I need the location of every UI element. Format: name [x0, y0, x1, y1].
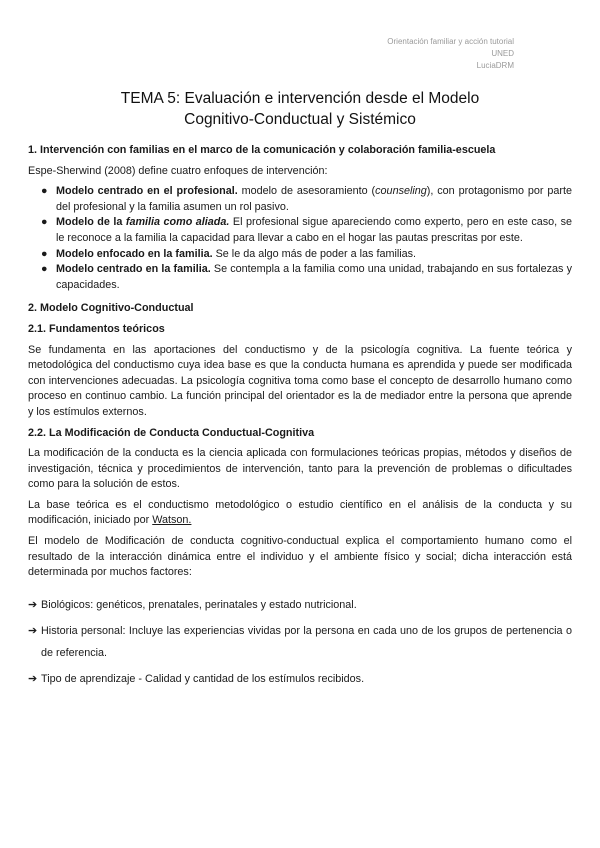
factor-text: Tipo de aprendizaje - Calidad y cantidad de los estímulos recibidos.: [41, 672, 365, 685]
item-term: Modelo centrado en el profesional.: [56, 185, 238, 198]
section-1-intro: Espe-Sherwind (2008) define cuatro enfoques de intervención:: [28, 164, 328, 177]
subsection-2-2-paragraph-2: [28, 498, 572, 529]
page-header: [387, 36, 514, 72]
item-text: ), con protagonismo por parte del profesional y la familia asumen un rol pasivo.: [56, 185, 572, 213]
arrow-icon: ➔: [28, 672, 38, 685]
list-item: [41, 247, 572, 263]
list-item: [41, 262, 572, 293]
item-term: Modelo centrado en la familia.: [56, 263, 211, 276]
subsection-2-2-heading: 2.2. La Modificación de Conducta Conductual-Cognitiva: [28, 426, 315, 439]
header-course: Orientación familiar y acción tutorial: [387, 37, 514, 46]
item-text: El profesional sigue apareciendo como experto, pero en este caso, se le reconoce a la familia la capacidad para llevar a cabo en el hogar las pautas prescritas por este.: [56, 216, 573, 244]
header-university: UNED: [491, 49, 514, 58]
list-item: [41, 184, 572, 215]
item-term-italic: familia como aliada.: [125, 216, 230, 229]
section-1-heading: 1. Intervención con familias en el marco de la comunicación y colaboración familia-escuela: [28, 144, 496, 156]
list-item: [41, 215, 573, 246]
header-author: LuciaDRM: [476, 61, 514, 70]
bullet-icon: ●: [41, 216, 48, 229]
subsection-2-2-paragraph-3: El modelo de Modificación de conducta cognitivo-conductual explica el comportamiento humano como el resultado de la interacción dinámica entre el individuo y el ambiente físico y social; dicha interacción está determinada por muchos factores:: [28, 535, 572, 579]
item-text: Se contempla a la familia como una unidad, trabajando en sus fortalezas y capacidades.: [56, 263, 572, 291]
item-italic: counseling: [375, 185, 427, 198]
approaches-list: [28, 184, 572, 293]
item-term: [56, 216, 229, 228]
arrow-icon: ➔: [28, 624, 38, 637]
paragraph-text: La base teórica es el conductismo metodológico o estudio científico en el análisis de la conducta y su modificación, iniciado por: [28, 498, 572, 527]
document-body: [28, 143, 572, 694]
list-item: [28, 620, 572, 664]
bullet-icon: ●: [41, 263, 48, 276]
factors-list: [28, 594, 572, 690]
title-line-1: TEMA 5: Evaluación e intervención desde el Modelo: [120, 90, 480, 107]
list-item: [28, 594, 572, 616]
arrow-icon: ➔: [28, 598, 38, 611]
list-item: [28, 668, 572, 690]
item-text: modelo de asesoramiento (: [237, 185, 376, 198]
watson-link[interactable]: Watson.: [152, 514, 192, 527]
factor-text: Historia personal: Incluye las experiencias vividas por la persona en cada uno de los grupos de pertenencia o de referencia.: [41, 624, 572, 659]
bullet-icon: ●: [41, 247, 48, 260]
item-term-part: Modelo de la: [56, 216, 126, 229]
title-line-2: Cognitivo-Conductual y Sistémico: [184, 111, 416, 128]
bullet-icon: ●: [41, 185, 48, 198]
factor-text: Biológicos: genéticos, prenatales, perinatales y estado nutricional.: [41, 598, 357, 611]
subsection-2-1-heading: 2.1. Fundamentos teóricos: [28, 322, 165, 335]
subsection-2-2-paragraph-1: La modificación de la conducta es la ciencia aplicada con formulaciones teóricas propias, métodos y diseños de investigación, técnica y procedimientos de intervención, tanto para la prevención de problemas o dificultades como para la solución de estos.: [28, 447, 572, 491]
subsection-2-1-text: Se fundamenta en las aportaciones del conductismo y de la psicología cognitiva. La fuente teórica y metodológica del conductismo cuya idea base es que la conducta humana es aprendida y puede ser modificada con intervenciones adecuadas. La psicología cognitiva toma como base el concepto de desarrollo humano como proceso en continuo cambio. La función principal del orientador es la de mediador entre la persona que aprende y los estímulos externos.: [28, 343, 572, 418]
item-term: Modelo enfocado en la familia.: [56, 247, 213, 260]
document-title: [60, 88, 540, 130]
section-2-heading: 2. Modelo Cognitivo-Conductual: [28, 302, 194, 315]
item-text: Se le da algo más de poder a las familias.: [212, 247, 417, 260]
